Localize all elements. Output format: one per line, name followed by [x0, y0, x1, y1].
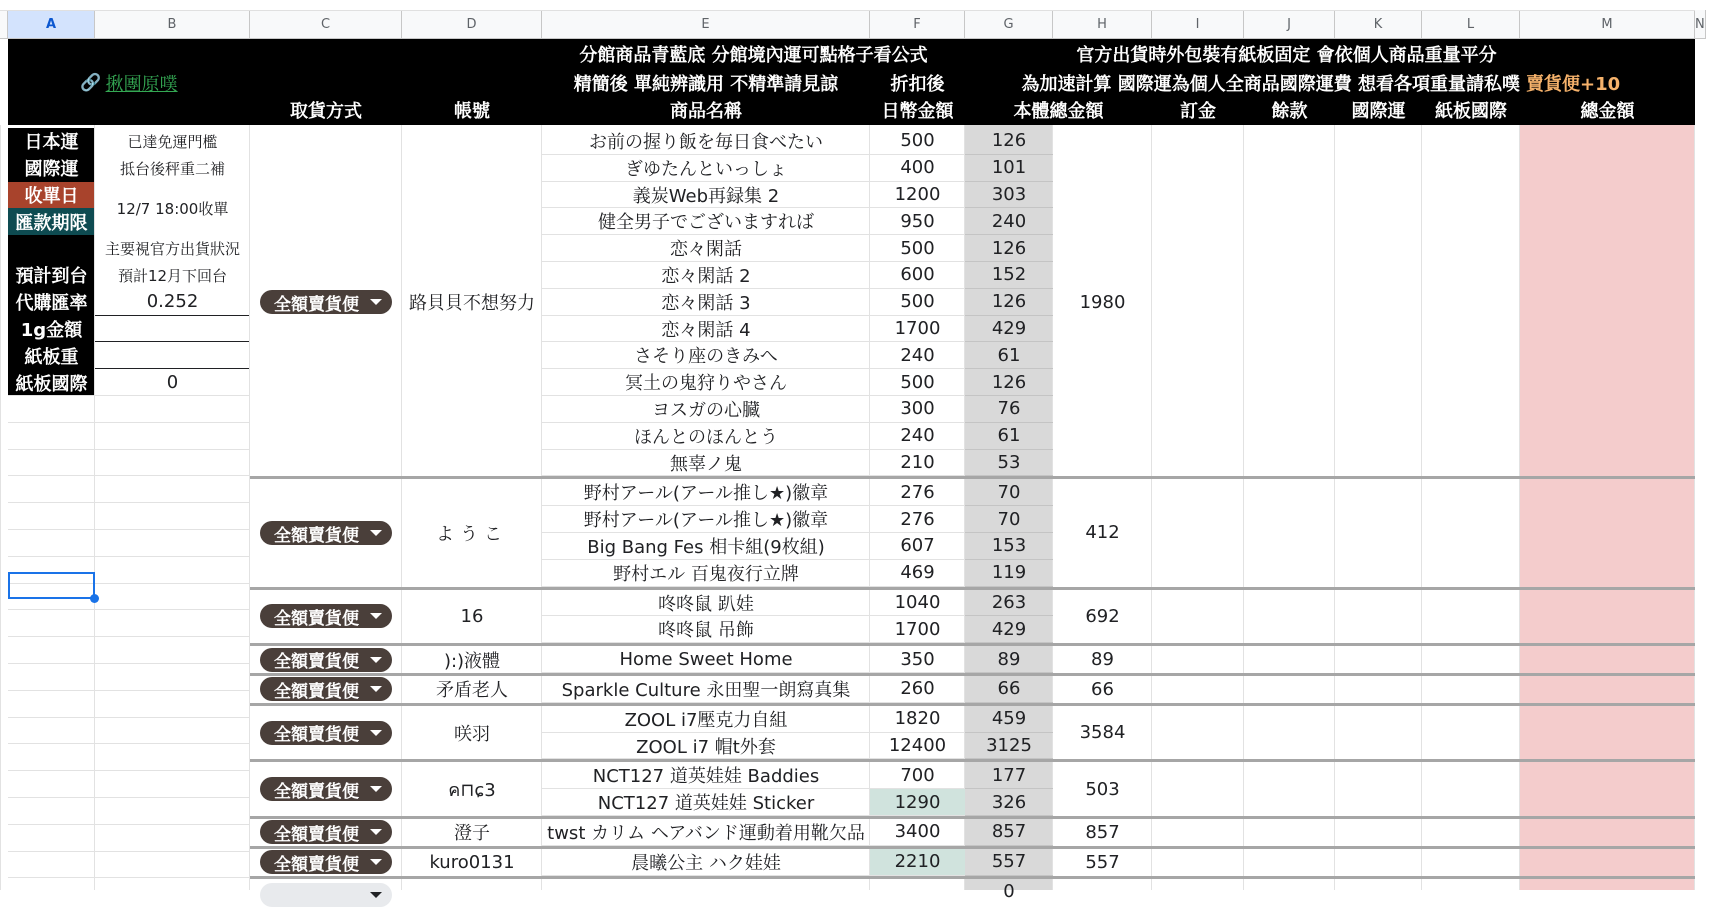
info-value-9: 0 — [95, 369, 250, 396]
pickup-method-dropdown[interactable] — [260, 721, 392, 745]
item-yen: 1700 — [870, 616, 965, 643]
chevron-down-icon — [370, 299, 382, 305]
grid-vline — [94, 125, 95, 890]
item-twd: 101 — [965, 155, 1053, 182]
grid-hline — [8, 502, 250, 503]
grid-hline — [8, 717, 250, 718]
grid-hline — [8, 422, 250, 423]
item-name: 野村アール(アール推し★)徽章 — [542, 506, 870, 533]
item-twd: 61 — [965, 342, 1053, 369]
pickup-method-label: 全額賣貨便 — [274, 824, 359, 845]
item-yen: 500 — [870, 235, 965, 262]
grid-hline — [8, 663, 250, 664]
header-balance: 餘款 — [1271, 101, 1308, 122]
item-name: 咚咚鼠 趴娃 — [542, 590, 870, 617]
item-twd: 857 — [965, 819, 1053, 846]
header-note-1: 分館商品青藍底 分館境內運可點格子看公式 — [579, 45, 928, 66]
grid-vline — [1421, 125, 1422, 890]
header-pickup-method: 取貨方式 — [290, 101, 362, 122]
item-yen: 12400 — [870, 733, 965, 760]
item-twd: 459 — [965, 706, 1053, 733]
chevron-down-icon — [370, 786, 382, 792]
item-yen: 400 — [870, 155, 965, 182]
item-yen: 700 — [870, 762, 965, 789]
item-yen: 240 — [870, 342, 965, 369]
item-name: twst カリム ヘアバンド運動着用靴欠品 — [542, 819, 870, 846]
column-header-h[interactable]: H — [1053, 10, 1152, 39]
pickup-method-label: 全額賣貨便 — [274, 725, 359, 746]
pickup-method-label: 全額賣貨便 — [274, 854, 359, 875]
chevron-down-icon — [370, 829, 382, 835]
order-account: 路貝貝不想努力 — [409, 293, 535, 315]
header-note-intl: 為加速計算 國際運為個人全商品國際運費 想看各項重量請私噗 — [1021, 74, 1520, 95]
item-twd: 153 — [965, 533, 1053, 560]
column-header-i[interactable]: I — [1152, 10, 1244, 39]
order-account: 咲羽 — [454, 723, 490, 745]
info-label-0: 日本運 — [8, 128, 95, 155]
item-yen: 1290 — [870, 789, 965, 816]
order-account: 澄子 — [454, 823, 490, 845]
item-yen: 276 — [870, 479, 965, 506]
grid-hline — [8, 529, 250, 530]
item-twd: 126 — [965, 235, 1053, 262]
item-twd: 126 — [965, 128, 1053, 155]
grid-hline — [8, 770, 250, 771]
item-twd: 76 — [965, 396, 1053, 423]
order-body-total: 412 — [1085, 522, 1120, 544]
item-yen: 210 — [870, 450, 965, 477]
pickup-method-dropdown[interactable] — [260, 820, 392, 844]
item-name: ほんとのほんとう — [542, 423, 870, 450]
chevron-down-icon — [370, 892, 382, 898]
order-account: kuro0131 — [429, 851, 515, 873]
item-twd: 61 — [965, 423, 1053, 450]
item-name: 恋々閑話 3 — [542, 289, 870, 316]
item-yen: 1040 — [870, 590, 965, 617]
pickup-method-dropdown[interactable] — [260, 604, 392, 628]
column-header-c[interactable]: C — [250, 10, 402, 39]
column-header-g[interactable]: G — [965, 10, 1053, 39]
last-row-twd: 0 — [1003, 881, 1015, 903]
item-twd: 126 — [965, 369, 1053, 396]
order-account: ようこ — [436, 523, 508, 545]
info-label-8: 紙板重 — [8, 342, 95, 369]
item-yen: 500 — [870, 289, 965, 316]
item-name: 咚咚鼠 吊飾 — [542, 616, 870, 643]
chevron-down-icon — [370, 730, 382, 736]
group-link-text[interactable]: 揪團原噗 — [105, 74, 178, 95]
item-twd: 70 — [965, 506, 1053, 533]
order-body-total: 857 — [1085, 821, 1120, 843]
item-twd: 557 — [965, 849, 1053, 876]
item-yen: 500 — [870, 369, 965, 396]
order-body-total: 557 — [1085, 851, 1120, 873]
column-header-k[interactable]: K — [1335, 10, 1422, 39]
header-note-2: 精簡後 單純辨識用 不精準請見諒 — [573, 74, 839, 95]
chevron-down-icon — [370, 859, 382, 865]
column-header-e[interactable]: E — [542, 10, 870, 39]
item-name: 恋々閑話 2 — [542, 262, 870, 289]
item-name: さそり座のきみへ — [542, 342, 870, 369]
header-item-name: 商品名稱 — [670, 101, 742, 122]
grid-hline — [8, 556, 250, 557]
item-name: ZOOL i7 帽t外套 — [542, 733, 870, 760]
info-label-7: 1g金額 — [8, 316, 95, 343]
item-twd: 326 — [965, 789, 1053, 816]
info-value-7 — [95, 316, 250, 343]
item-yen: 260 — [870, 676, 965, 703]
column-header-d[interactable]: D — [402, 10, 542, 39]
item-name: 冥土の鬼狩りやさん — [542, 369, 870, 396]
grid-hline — [8, 743, 250, 744]
item-name: 野村アール(アール推し★)徽章 — [542, 479, 870, 506]
item-name: ヨスガの心臓 — [542, 396, 870, 423]
grid-hline — [8, 609, 250, 610]
chevron-down-icon — [370, 686, 382, 692]
header-board-intl: 紙板國際 — [1435, 101, 1507, 122]
grid-hline — [8, 449, 250, 450]
grid-hline — [8, 851, 250, 852]
order-account: ):)液體 — [443, 650, 501, 672]
grid-hline — [8, 824, 250, 825]
header-total: 總金額 — [1580, 101, 1635, 122]
item-yen: 469 — [870, 560, 965, 587]
item-yen: 240 — [870, 423, 965, 450]
item-name: ぎゆたんといっしょ — [542, 155, 870, 182]
item-twd: 263 — [965, 590, 1053, 617]
info-value-4: 主要視官方出貨狀況 — [104, 240, 240, 259]
info-value-5: 預計12月下回台 — [117, 266, 228, 285]
total-column-fill — [1520, 125, 1695, 890]
order-account: ค⊓ɕ3 — [448, 779, 496, 801]
order-account: 16 — [460, 605, 484, 627]
info-label-9: 紙板國際 — [8, 369, 95, 396]
header-intl-ship: 國際運 — [1351, 101, 1406, 122]
fill-handle[interactable] — [90, 594, 99, 603]
column-header-j[interactable]: J — [1244, 10, 1335, 39]
item-name: Home Sweet Home — [542, 646, 870, 673]
column-header-m[interactable]: M — [1520, 10, 1695, 39]
header-discount: 折扣後 — [890, 74, 945, 95]
item-name: 恋々閑話 4 — [542, 316, 870, 343]
item-yen: 1820 — [870, 706, 965, 733]
header-yen-amount: 日幣金額 — [881, 101, 954, 122]
info-label-3: 匯款期限 — [8, 208, 95, 235]
pickup-method-dropdown[interactable] — [260, 290, 392, 314]
item-name: お前の握り飯を毎日食べたい — [542, 128, 870, 155]
info-label-6: 代購匯率 — [8, 289, 95, 316]
pickup-method-label: 全額賣貨便 — [274, 681, 359, 702]
header-notes: 備註 — [1695, 101, 1731, 122]
item-name: 無辜ノ鬼 — [542, 450, 870, 477]
header-seven-eleven-fee: 賣貨便+10 — [1526, 74, 1621, 95]
info-value-1: 抵台後秤重二補 — [119, 159, 225, 178]
item-name: Sparkle Culture 永田聖一朗寫真集 — [542, 676, 870, 703]
item-yen: 300 — [870, 396, 965, 423]
item-yen: 2210 — [870, 849, 965, 876]
item-twd: 70 — [965, 479, 1053, 506]
item-yen: 950 — [870, 208, 965, 235]
select-all-corner[interactable] — [0, 10, 8, 39]
item-yen: 1700 — [870, 316, 965, 343]
order-body-total: 1980 — [1079, 291, 1126, 313]
order-body-total: 692 — [1085, 605, 1120, 627]
item-twd: 3125 — [965, 733, 1053, 760]
grid-vline — [1519, 125, 1520, 890]
header-note-board: 官方出貨時外包裝有紙板固定 會依個人商品重量平分 — [1076, 45, 1497, 66]
grid-hline — [8, 690, 250, 691]
grid-vline — [1334, 125, 1335, 890]
chevron-down-icon — [370, 530, 382, 536]
item-twd: 429 — [965, 616, 1053, 643]
item-yen: 1200 — [870, 182, 965, 209]
pickup-method-dropdown[interactable] — [260, 521, 392, 545]
grid-hline — [8, 475, 250, 476]
info-value-close-date: 12/7 18:00收單 — [116, 199, 229, 218]
pickup-method-dropdown[interactable] — [260, 648, 392, 672]
item-name: NCT127 道英娃娃 Baddies — [542, 762, 870, 789]
item-name: 晨曦公主 ハク娃娃 — [542, 849, 870, 876]
order-body-total: 66 — [1091, 678, 1114, 700]
grid-hline — [8, 797, 250, 798]
item-name: 健全男子でございますれば — [542, 208, 870, 235]
header-deposit: 訂金 — [1180, 101, 1216, 122]
header-account: 帳號 — [454, 101, 490, 122]
item-yen: 350 — [870, 646, 965, 673]
order-body-total: 89 — [1091, 649, 1114, 671]
grid-vline — [1243, 125, 1244, 890]
info-value-6: 0.252 — [95, 289, 250, 316]
item-name: 義炭Web再録集 2 — [542, 182, 870, 209]
column-header-b[interactable]: B — [95, 10, 250, 39]
chevron-down-icon — [370, 613, 382, 619]
item-name: NCT127 道英娃娃 Sticker — [542, 789, 870, 816]
item-twd: 240 — [965, 208, 1053, 235]
grid-hline — [8, 636, 250, 637]
pickup-method-label: 全額賣貨便 — [274, 294, 359, 315]
item-yen: 500 — [870, 128, 965, 155]
item-name: 恋々閑話 — [542, 235, 870, 262]
item-twd: 126 — [965, 289, 1053, 316]
item-yen: 3400 — [870, 819, 965, 846]
grid-vline — [1694, 125, 1695, 890]
pickup-method-dropdown[interactable] — [260, 677, 392, 701]
info-label-1: 國際運 — [8, 155, 95, 182]
order-account: 矛盾老人 — [436, 680, 508, 702]
grid-vline — [0, 125, 1, 890]
item-twd: 89 — [965, 646, 1053, 673]
item-twd: 66 — [965, 676, 1053, 703]
item-yen: 607 — [870, 533, 965, 560]
link-icon: 🔗 — [80, 73, 102, 93]
info-label-5: 預計到台 — [8, 262, 95, 289]
selected-cell[interactable] — [8, 572, 95, 599]
pickup-method-label: 全額賣貨便 — [274, 652, 359, 673]
order-body-total: 503 — [1085, 778, 1120, 800]
column-header-l[interactable]: L — [1422, 10, 1520, 39]
item-twd: 177 — [965, 762, 1053, 789]
column-header-a[interactable]: A — [8, 10, 95, 39]
pickup-method-label: 全額賣貨便 — [274, 781, 359, 802]
item-name: Big Bang Fes 相卡組(9枚組) — [542, 533, 870, 560]
pickup-method-dropdown[interactable] — [260, 850, 392, 874]
info-label-4 — [8, 235, 95, 262]
item-name: ZOOL i7壓克力自組 — [542, 706, 870, 733]
grid-hline — [8, 877, 250, 878]
info-value-8 — [95, 342, 250, 369]
column-header-n[interactable]: N — [1695, 10, 1706, 39]
info-value-0: 已達免運門檻 — [127, 132, 218, 151]
item-twd: 152 — [965, 262, 1053, 289]
grid-vline — [249, 125, 250, 890]
pickup-method-label: 全額賣貨便 — [274, 608, 359, 629]
item-yen: 276 — [870, 506, 965, 533]
column-header-f[interactable]: F — [870, 10, 965, 39]
item-name: 野村エル 百鬼夜行立牌 — [542, 560, 870, 587]
pickup-method-dropdown[interactable] — [260, 777, 392, 801]
grid-hline — [8, 395, 250, 396]
item-twd: 53 — [965, 450, 1053, 477]
group-link[interactable] — [8, 68, 250, 98]
pickup-method-dropdown-empty[interactable] — [260, 883, 392, 907]
chevron-down-icon — [370, 657, 382, 663]
item-yen: 600 — [870, 262, 965, 289]
pickup-method-label: 全額賣貨便 — [274, 525, 359, 546]
order-body-total: 3584 — [1079, 722, 1126, 744]
item-twd: 119 — [965, 560, 1053, 587]
item-twd: 429 — [965, 316, 1053, 343]
info-label-2: 收單日 — [8, 182, 95, 209]
item-twd: 303 — [965, 182, 1053, 209]
formula-bar-edge — [0, 0, 1695, 11]
header-body-total: 本體總金額 — [1013, 101, 1104, 122]
